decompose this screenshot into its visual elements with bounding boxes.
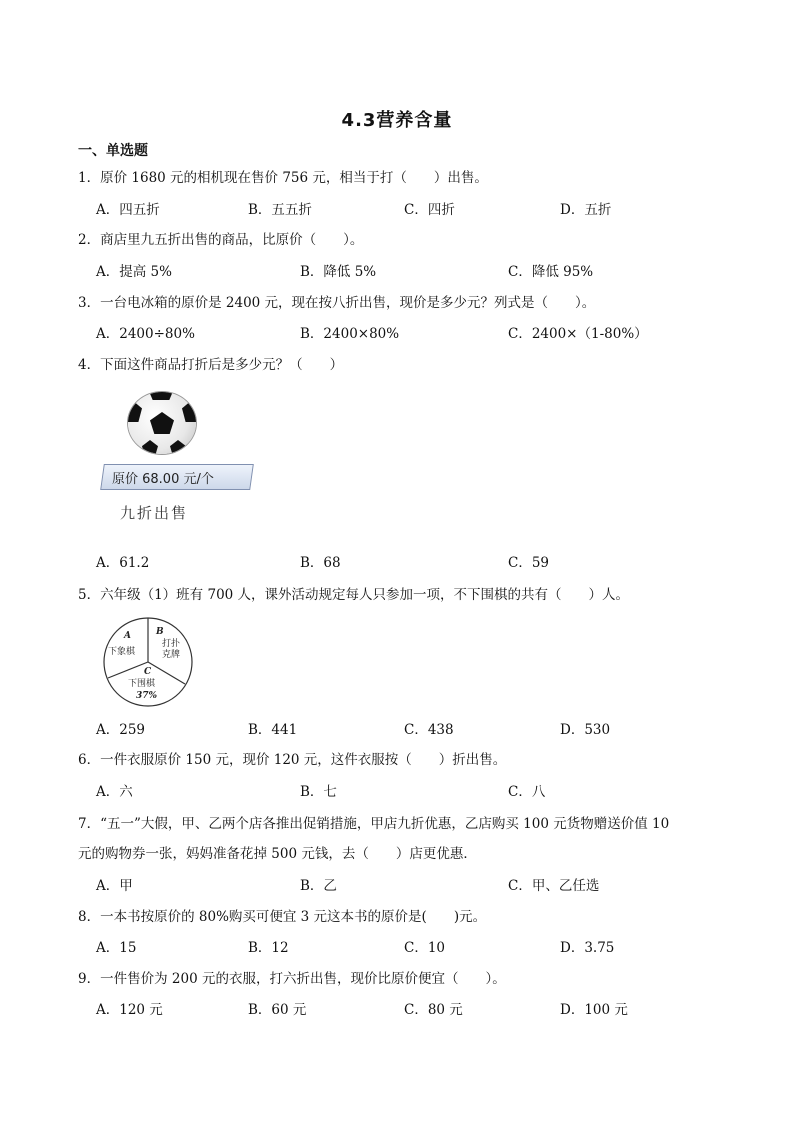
question-number: 4． xyxy=(78,357,101,373)
page-title: 4.3营养含量 xyxy=(341,110,453,131)
option-b[interactable]: B．七 xyxy=(300,784,337,800)
slice-a-letter: A xyxy=(124,631,131,641)
question-7 xyxy=(78,812,669,832)
options-1 xyxy=(96,198,756,218)
question-7-continued: 元的购物券一张，妈妈准备花掉 500 元钱，去（ ）店更优惠． xyxy=(78,846,477,862)
option-a[interactable]: A．提高 5% xyxy=(96,264,172,280)
discount-text: 九折出售 xyxy=(120,504,189,522)
slice-c-letter: C xyxy=(144,667,152,677)
option-b[interactable]: B．441 xyxy=(248,722,298,738)
option-a[interactable]: A．259 xyxy=(96,722,146,738)
option-c[interactable]: C．10 xyxy=(404,940,446,956)
slice-a-label: 下象棋 xyxy=(108,647,136,657)
option-a[interactable]: A．61.2 xyxy=(96,555,150,571)
option-c[interactable]: C．八 xyxy=(508,784,546,800)
question-9 xyxy=(78,967,506,987)
question-text: 一件衣服原价 150 元，现价 120 元，这件衣服按（ ）折出售。 xyxy=(100,752,507,768)
option-c[interactable]: C．59 xyxy=(508,555,550,571)
options-2 xyxy=(96,260,756,280)
option-a[interactable]: A．2400÷80% xyxy=(96,326,195,342)
option-a[interactable]: A．120 元 xyxy=(96,1002,163,1018)
slice-b-label-1: 打扑 xyxy=(162,639,181,649)
option-c[interactable]: C．甲、乙任选 xyxy=(508,878,600,894)
question-text: “五一”大假，甲、乙两个店各推出促销措施，甲店九折优惠，乙店购买 100 元货物赠送价值 10 xyxy=(100,816,670,832)
soccer-ball-icon xyxy=(128,392,196,454)
options-3 xyxy=(96,322,756,342)
slice-c-value: 37% xyxy=(136,691,158,701)
option-d[interactable]: D．530 xyxy=(560,722,611,738)
question-5 xyxy=(78,583,629,603)
options-7 xyxy=(96,874,756,894)
option-a[interactable]: A．甲 xyxy=(96,878,133,894)
question-8 xyxy=(78,905,486,925)
slice-b-letter: B xyxy=(156,627,164,637)
question-6 xyxy=(78,748,506,768)
options-6 xyxy=(96,780,756,800)
pie-chart-svg xyxy=(100,612,200,712)
option-c[interactable]: C．438 xyxy=(404,722,454,738)
option-a[interactable]: A．15 xyxy=(96,940,137,956)
option-b[interactable]: B．五五折 xyxy=(248,202,312,218)
option-c[interactable]: C．2400×（1-80%） xyxy=(508,326,648,342)
question-text: 一本书按原价的 80%购买可便宜 3 元这本书的原价是( )元。 xyxy=(100,909,487,925)
slice-b-label-2: 克牌 xyxy=(162,650,181,660)
option-d[interactable]: D．五折 xyxy=(560,202,612,218)
options-5 xyxy=(96,718,756,738)
option-b[interactable]: B．2400×80% xyxy=(300,326,400,342)
question-4 xyxy=(78,353,343,373)
options-9 xyxy=(96,998,756,1018)
question-number: 3． xyxy=(78,295,101,311)
section-heading: 一、单选题 xyxy=(78,143,148,159)
question-number: 9． xyxy=(78,971,101,987)
question-3 xyxy=(78,291,595,311)
product-figure xyxy=(98,388,258,528)
option-b[interactable]: B．乙 xyxy=(300,878,337,894)
question-2 xyxy=(78,228,363,248)
question-number: 7． xyxy=(78,816,101,832)
option-b[interactable]: B．降低 5% xyxy=(300,264,377,280)
options-8 xyxy=(96,936,756,956)
option-c[interactable]: C．四折 xyxy=(404,202,455,218)
question-text: 一件售价为 200 元的衣服，打六折出售，现价比原价便宜（ ）。 xyxy=(100,971,506,987)
option-d[interactable]: D．3.75 xyxy=(560,940,615,956)
options-4 xyxy=(96,551,756,571)
option-b[interactable]: B．68 xyxy=(300,555,341,571)
question-1 xyxy=(78,166,488,186)
pie-chart xyxy=(100,612,200,712)
option-a[interactable]: A．四五折 xyxy=(96,202,160,218)
question-number: 6． xyxy=(78,752,101,768)
option-d[interactable]: D．100 元 xyxy=(560,1002,628,1018)
slice-c-label: 下围棋 xyxy=(128,679,156,689)
price-tag-text: 原价 68.00 元/个 xyxy=(112,472,214,487)
question-number: 5． xyxy=(78,587,101,603)
question-number: 2． xyxy=(78,232,101,248)
option-a[interactable]: A．六 xyxy=(96,784,133,800)
question-text: 商店里九五折出售的商品，比原价（ ）。 xyxy=(100,232,364,248)
question-text: 一台电冰箱的原价是 2400 元，现在按八折出售，现价是多少元？列式是（ ）。 xyxy=(100,295,596,311)
question-text: 原价 1680 元的相机现在售价 756 元，相当于打（ ）出售。 xyxy=(100,170,488,186)
question-number: 8． xyxy=(78,909,101,925)
question-text: 六年级（1）班有 700 人，课外活动规定每人只参加一项，不下围棋的共有（ ）人。 xyxy=(100,587,630,603)
option-b[interactable]: B．12 xyxy=(248,940,289,956)
option-c[interactable]: C．80 元 xyxy=(404,1002,463,1018)
question-number: 1． xyxy=(78,170,101,186)
option-b[interactable]: B．60 元 xyxy=(248,1002,307,1018)
option-c[interactable]: C．降低 95% xyxy=(508,264,594,280)
question-text: 下面这件商品打折后是多少元？（ ） xyxy=(100,357,344,373)
